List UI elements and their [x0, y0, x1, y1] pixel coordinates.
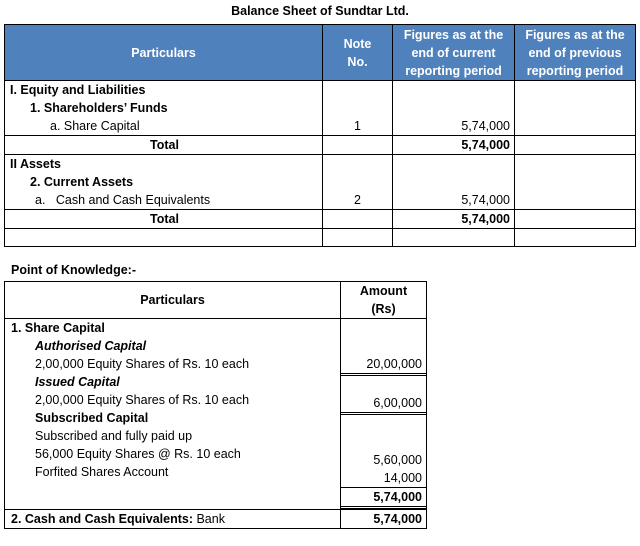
subscribed-detail-line2: 56,000 Equity Shares @ Rs. 10 each — [35, 447, 241, 461]
cash-equivalents-label: a. Cash and Cash Equivalents — [35, 193, 211, 207]
equity-liabilities-row — [5, 81, 636, 136]
share-capital-breakdown-particulars — [5, 319, 341, 510]
forfeited-shares-amount: 14,000 — [341, 469, 426, 488]
current-period-header: Figures as at the end of current reporting period — [393, 25, 515, 81]
particulars-header: Particulars — [5, 25, 323, 81]
point-of-knowledge-heading: Point of Knowledge:- — [11, 263, 136, 277]
equity-total-amount: 5,74,000 — [393, 136, 515, 155]
share-capital-note: 1 — [354, 119, 361, 133]
assets-current-cell — [393, 155, 515, 210]
previous-period-header: Figures as at the end of previous reporting period — [515, 25, 636, 81]
balance-sheet-table — [4, 24, 636, 247]
balance-sheet-header-row — [5, 25, 636, 81]
assets-heading: II Assets — [10, 157, 61, 171]
equity-total-label: Total — [5, 136, 323, 155]
assets-total-row — [5, 210, 636, 229]
assets-total-label: Total — [5, 210, 323, 229]
knowledge-table — [4, 281, 427, 529]
cash-label: 2. Cash and Cash Equivalents: Bank — [5, 510, 341, 529]
equity-total-row — [5, 136, 636, 155]
note-no-header: Note No. — [323, 25, 393, 81]
share-capital-breakdown-row — [5, 319, 427, 510]
cash-equivalents-amount: 5,74,000 — [461, 193, 510, 207]
equity-note-cell — [323, 81, 393, 136]
cash-amount: 5,74,000 — [341, 510, 427, 529]
subscribed-capital-label: Subscribed Capital — [35, 411, 149, 425]
assets-previous-cell — [515, 155, 636, 210]
issued-capital-detail: 2,00,000 Equity Shares of Rs. 10 each — [35, 393, 250, 407]
blank-row — [5, 229, 636, 247]
authorised-capital-detail: 2,00,000 Equity Shares of Rs. 10 each — [35, 357, 250, 371]
subscribed-capital-amount: 5,60,000 — [373, 453, 422, 467]
knowledge-particulars-header: Particulars — [5, 282, 341, 319]
equity-particulars-cell — [5, 81, 323, 136]
knowledge-header-row — [5, 282, 427, 319]
issued-capital-label: Issued Capital — [35, 375, 120, 389]
share-capital-heading: 1. Share Capital — [11, 321, 105, 335]
share-capital-label: a. Share Capital — [50, 119, 140, 133]
assets-total-amount: 5,74,000 — [393, 210, 515, 229]
authorised-capital-label: Authorised Capital — [35, 339, 147, 353]
assets-row — [5, 155, 636, 210]
share-capital-amount: 5,74,000 — [461, 119, 510, 133]
balance-sheet-title: Balance Sheet of Sundtar Ltd. — [231, 4, 409, 18]
assets-note-cell — [323, 155, 393, 210]
equity-previous-cell — [515, 81, 636, 136]
forfeited-shares-label: Forfited Shares Account — [35, 465, 169, 479]
equity-current-cell — [393, 81, 515, 136]
share-capital-total-amount: 5,74,000 — [341, 488, 426, 509]
current-assets-heading: 2. Current Assets — [30, 175, 134, 189]
share-capital-breakdown-amounts — [341, 319, 427, 510]
shareholders-funds-heading: 1. Shareholders’ Funds — [30, 101, 168, 115]
authorised-capital-amount: 20,00,000 — [341, 355, 426, 376]
cash-row — [5, 510, 427, 529]
assets-particulars-cell — [5, 155, 323, 210]
amount-header: Amount (Rs) — [341, 282, 427, 319]
issued-capital-amount: 6,00,000 — [341, 394, 426, 415]
cash-equivalents-note: 2 — [354, 193, 361, 207]
subscribed-detail-line1: Subscribed and fully paid up — [35, 429, 193, 443]
equity-heading: I. Equity and Liabilities — [10, 83, 146, 97]
